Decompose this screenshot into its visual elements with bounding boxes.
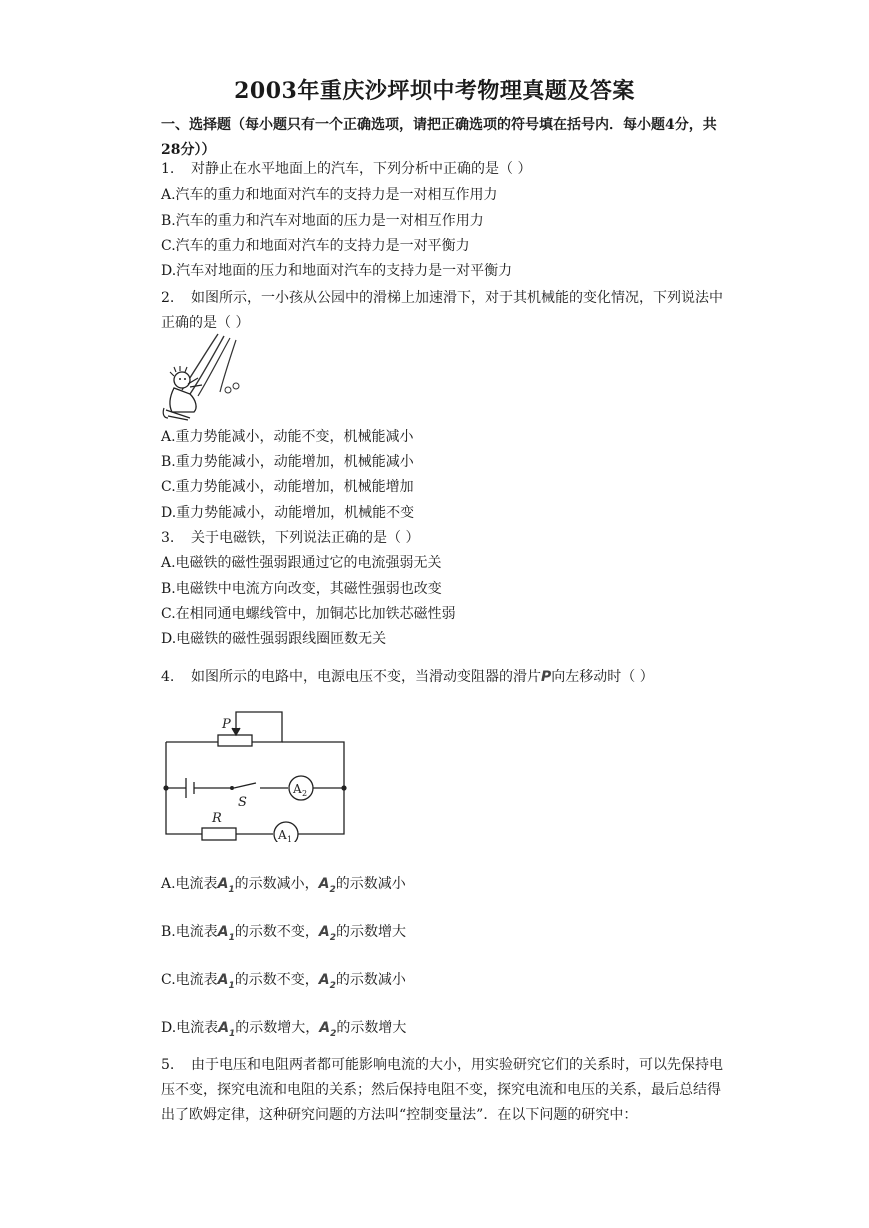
question-2-option-d: D.重力势能减小，动能增加，机械能不变: [161, 505, 415, 521]
slider-symbol: P: [541, 669, 552, 685]
option-prefix: C.电流表: [161, 972, 218, 988]
question-2-option-b: B.重力势能减小，动能增加，机械能减小: [161, 454, 414, 470]
option-mid: 的示数不变，: [234, 972, 319, 988]
slide-child-figure: [160, 332, 242, 422]
ammeter-a2-symbol: $A_2$: [318, 876, 336, 895]
question-2-option-c: C.重力势能减小，动能增加，机械能增加: [161, 479, 414, 495]
question-text-before: 如图所示的电路中，电源电压不变，当滑动变阻器的滑片: [191, 669, 541, 685]
label-r: R: [212, 811, 222, 826]
option-suffix: 的示数增大: [335, 924, 406, 940]
question-number: 5.: [161, 1057, 175, 1073]
ammeter-a2-label: A: [293, 782, 302, 796]
question-3-option-b: B.电磁铁中电流方向改变，其磁性强弱也改变: [161, 581, 442, 597]
question-text: 如图所示，一小孩从公园中的滑梯上加速滑下，对于其机械能的变化情况，下列说法中正确的是（ ）: [161, 290, 723, 331]
option-suffix: 的示数减小: [335, 876, 406, 892]
question-1-option-d: D.汽车对地面的压力和地面对汽车的支持力是一对平衡力: [161, 263, 513, 279]
question-number: 2.: [161, 290, 175, 306]
label-s: S: [238, 795, 247, 810]
option-mid: 的示数减小，: [234, 876, 319, 892]
section-heading: 一、选择题（每小题只有一个正确选项，请把正确选项的符号填在括号内．每小题4分，共28分））: [161, 117, 717, 158]
question-text: 关于电磁铁，下列说法正确的是（ ）: [191, 530, 420, 546]
option-mid: 的示数不变，: [234, 924, 319, 940]
ammeter-a2-symbol: $A_2$: [319, 1020, 337, 1039]
question-4-stem: [161, 666, 733, 688]
ammeter-a1-symbol: $A_1$: [217, 972, 235, 991]
question-3-option-c: C.在相同通电螺线管中，加铜芯比加铁芯磁性弱: [161, 606, 456, 622]
ammeter-a2-sub: 2: [302, 789, 308, 798]
question-number: 1.: [161, 161, 175, 177]
ammeter-a1-sub: 1: [287, 835, 293, 842]
question-1-stem: [161, 158, 733, 180]
option-suffix: 的示数减小: [335, 972, 406, 988]
ammeter-a1-symbol: $A_1$: [218, 1020, 236, 1039]
question-5-stem: [161, 1053, 733, 1128]
option-mid: 的示数增大，: [235, 1020, 320, 1036]
ammeter-a1-label: A: [278, 828, 287, 842]
option-prefix: A.电流表: [161, 876, 218, 892]
ammeter-a2-symbol: $A_2$: [318, 972, 336, 991]
question-4-option-a: [161, 873, 733, 901]
question-number: 4.: [161, 669, 175, 685]
question-2-stem: [161, 286, 733, 336]
question-text: 对静止在水平地面上的汽车，下列分析中正确的是（ ）: [191, 161, 532, 177]
question-3-stem: [161, 527, 733, 549]
page-title: 2003年重庆沙坪坝中考物理真题及答案: [234, 78, 635, 104]
question-2-option-a: A.重力势能减小，动能不变，机械能减小: [161, 429, 414, 445]
ammeter-a2-symbol: $A_2$: [318, 924, 336, 943]
circuit-diagram: [160, 708, 354, 842]
question-number: 3.: [161, 530, 175, 546]
option-suffix: 的示数增大: [336, 1020, 407, 1036]
question-4-option-c: [161, 969, 733, 997]
question-4-option-b: [161, 921, 733, 949]
label-p: P: [222, 717, 231, 732]
option-prefix: B.电流表: [161, 924, 218, 940]
option-prefix: D.电流表: [161, 1020, 219, 1036]
question-4-option-d: [161, 1017, 733, 1045]
question-1-option-a: A.汽车的重力和地面对汽车的支持力是一对相互作用力: [161, 187, 498, 203]
ammeter-a1-symbol: $A_1$: [217, 924, 235, 943]
ammeter-a1-symbol: $A_1$: [217, 876, 235, 895]
question-3-option-d: D.电磁铁的磁性强弱跟线圈匝数无关: [161, 631, 387, 647]
question-1-option-b: B.汽车的重力和汽车对地面的压力是一对相互作用力: [161, 213, 484, 229]
question-text: 由于电压和电阻两者都可能影响电流的大小，用实验研究它们的关系时，可以先保持电压不变，探究电流和电阻的关系；然后保持电阻不变，探究电流和电压的关系，最后总结得出了欧姆定律，这种研究问题的方法叫“控制变量法”．在以下问题的研究中：: [161, 1057, 723, 1123]
question-text-after: 向左移动时（ ）: [551, 669, 654, 685]
question-1-option-c: C.汽车的重力和地面对汽车的支持力是一对平衡力: [161, 238, 470, 254]
question-3-option-a: A.电磁铁的磁性强弱跟通过它的电流强弱无关: [161, 555, 442, 571]
